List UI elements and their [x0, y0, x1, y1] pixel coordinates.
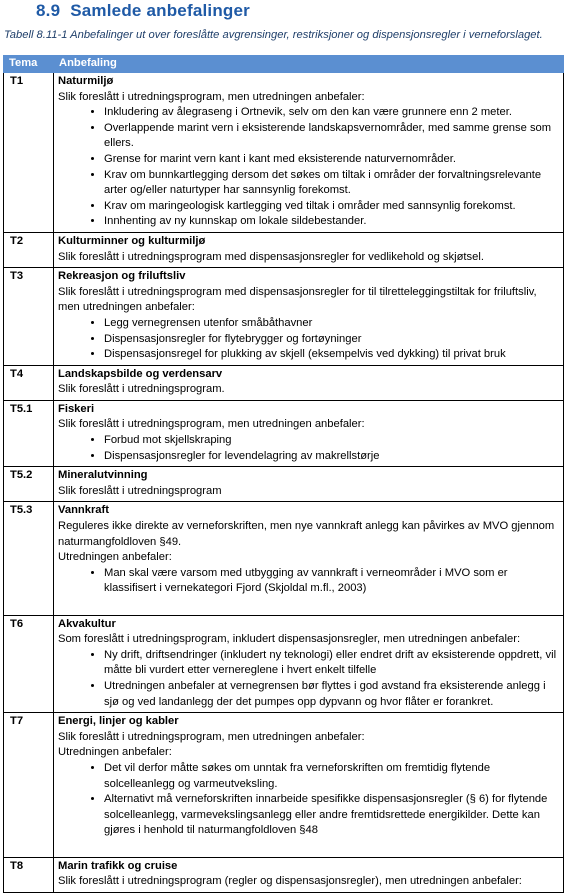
row-text: Slik foreslått i utredningsprogram, men utredningen anbefaler:: [58, 418, 365, 431]
section-heading: [36, 1, 250, 21]
bullet-item: • Innhenting av ny kunnskap om lokale sildebestander.: [104, 214, 559, 230]
row-text: Utredningen anbefaler:: [58, 551, 172, 564]
table-row: [4, 365, 564, 400]
table-row: [4, 615, 564, 713]
row-title: Marin trafikk og cruise: [58, 859, 178, 872]
table-body: [4, 73, 564, 893]
row-title: Landskapsbilde og verdensarv: [58, 367, 223, 380]
section-number: 8.9: [36, 1, 61, 20]
bullet-item: • Utredningen anbefaler at vernegrensen bør flyttes i god avstand fra eksisterende anlegg i sjø og ved landanlegg der det pumpes opp dypvann og hvor flåter er forankret.: [104, 679, 559, 710]
table-row: [4, 232, 564, 267]
row-recommendation: [54, 73, 564, 233]
row-text: Reguleres ikke direkte av verneforskriften, men nye vannkraft anlegg kan påvirkes av MVO gjennom naturmangfoldloven §49.: [58, 520, 555, 548]
section-title: Samlede anbefalinger: [70, 1, 250, 20]
row-spacer: [58, 839, 559, 855]
header-tema: Tema: [4, 56, 54, 73]
row-text: Slik foreslått i utredningsprogram med dispensasjonsregler for til tilretteleggingstiltak for friluftsliv, men utredningen anbefaler:: [58, 285, 537, 314]
table-row: [4, 857, 564, 892]
table-row: [4, 400, 564, 466]
bullet-item: • Alternativt må verneforskriften innarbeide spesifikke dispensasjonsregler (§ 6) for flytende solcelleanlegg, varmevekslingsanlegg eller andre fremtidsrettede energikilder. Dette kan gjøres i henhold til naturmangfoldloven §48: [104, 792, 559, 839]
row-recommendation: [54, 365, 564, 400]
row-title: Energi, linjer og kabler: [58, 715, 179, 728]
row-recommendation: [54, 400, 564, 466]
row-title: Naturmiljø: [58, 75, 114, 87]
bullet-item: • Legg vernegrensen utenfor småbåthavner: [104, 316, 559, 332]
row-recommendation: [54, 502, 564, 615]
bullet-list: [58, 433, 559, 464]
bullet-item: • Dispensasjonsregler for levendelagring av makrellstørje: [104, 449, 559, 465]
bullet-item: • Dispensasjonsregler for flytebrygger og fortøyninger: [104, 332, 559, 348]
bullet-item: • Dispensasjonsregel for plukking av skjell (eksempelvis ved dykking) til privat bruk: [104, 347, 559, 363]
row-title: Vannkraft: [58, 504, 109, 517]
row-code: T6: [4, 615, 54, 713]
row-text: Slik foreslått i utredningsprogram, men utredningen anbefaler:: [58, 90, 365, 103]
table-row: [4, 713, 564, 857]
row-code: T8: [4, 857, 54, 892]
row-recommendation: [54, 467, 564, 502]
bullet-item: • Forbud mot skjellskraping: [104, 433, 559, 449]
row-code: T7: [4, 713, 54, 857]
table-row: [4, 73, 564, 233]
bullet-item: • Overlappende marint vern i eksisterende landskapsvernområder, med samme grense som ellers.: [104, 121, 559, 152]
bullet-list: [58, 566, 559, 597]
bullet-item: • Krav om bunnkartlegging dersom det søkes om tiltak i områder der forvaltningsrelevante arter og/eller naturtyper har sannsynlig forekomst.: [104, 168, 559, 199]
row-code: T1: [4, 73, 54, 233]
table-row: [4, 467, 564, 502]
recommendations-table: [3, 55, 564, 893]
row-title: Akvakultur: [58, 617, 116, 630]
row-code: T5.1: [4, 400, 54, 466]
table-row: [4, 268, 564, 366]
row-text: Utredningen anbefaler:: [58, 746, 172, 759]
bullet-list: [58, 105, 559, 230]
row-title: Kulturminner og kulturmiljø: [58, 234, 206, 247]
bullet-item: • Inkludering av ålegraseng i Ortnevik, selv om den kan være grunnere enn 2 meter.: [104, 105, 559, 121]
row-recommendation: [54, 268, 564, 366]
row-code: T5.2: [4, 467, 54, 502]
row-text: Slik foreslått i utredningsprogram med dispensasjonsregler for vedlikehold og skjøtsel.: [58, 250, 484, 263]
row-text: Slik foreslått i utredningsprogram: [58, 484, 222, 497]
row-title: Fiskeri: [58, 402, 95, 415]
bullet-item: • Det vil derfor måtte søkes om unntak fra verneforskriften om fremtidig flytende solcelleanlegg og varmeutveksling.: [104, 761, 559, 792]
row-recommendation: [54, 232, 564, 267]
bullet-item: • Grense for marint vern kant i kant med eksisterende naturvernområder.: [104, 152, 559, 168]
row-text: Slik foreslått i utredningsprogram (regler og dispensasjonsregler), men utredningen anbefaler:: [58, 875, 522, 888]
row-recommendation: [54, 857, 564, 892]
row-text: Som foreslått i utredningsprogram, inkludert dispensasjonsregler, men utredningen anbefaler:: [58, 633, 521, 646]
row-text: Slik foreslått i utredningsprogram.: [58, 383, 225, 396]
row-title: Rekreasjon og friluftsliv: [58, 270, 186, 283]
bullet-list: [58, 761, 559, 839]
row-spacer: [58, 597, 559, 613]
row-code: T3: [4, 268, 54, 366]
table-caption: Tabell 8.11-1 Anbefalinger ut over foreslåtte avgrensinger, restriksjoner og dispensjonsregler i verneforslaget.: [4, 29, 543, 41]
bullet-item: • Ny drift, driftsendringer (inkludert ny teknologi) eller endret drift av eksisterende oppdrett, vil måtte bli vurdert etter vernereglene i hvert enkelt tilfelle: [104, 648, 559, 679]
row-code: T4: [4, 365, 54, 400]
row-recommendation: [54, 713, 564, 857]
row-title: Mineralutvinning: [58, 469, 148, 482]
header-anbefaling: Anbefaling: [54, 56, 564, 73]
bullet-list: [58, 316, 559, 363]
bullet-item: • Krav om maringeologisk kartlegging ved tiltak i områder med sannsynlig forekomst.: [104, 199, 559, 215]
row-recommendation: [54, 615, 564, 713]
bullet-list: [58, 648, 559, 710]
row-code: T5.3: [4, 502, 54, 615]
table-row: [4, 502, 564, 615]
row-text: Slik foreslått i utredningsprogram, men utredningen anbefaler:: [58, 730, 365, 743]
table-header-row: [4, 56, 564, 73]
bullet-item: • Man skal være varsom med utbygging av vannkraft i verneområder i MVO som er klassifisert i vernekategori Fjord (Skjoldal m.fl., 2003): [104, 566, 559, 597]
row-code: T2: [4, 232, 54, 267]
